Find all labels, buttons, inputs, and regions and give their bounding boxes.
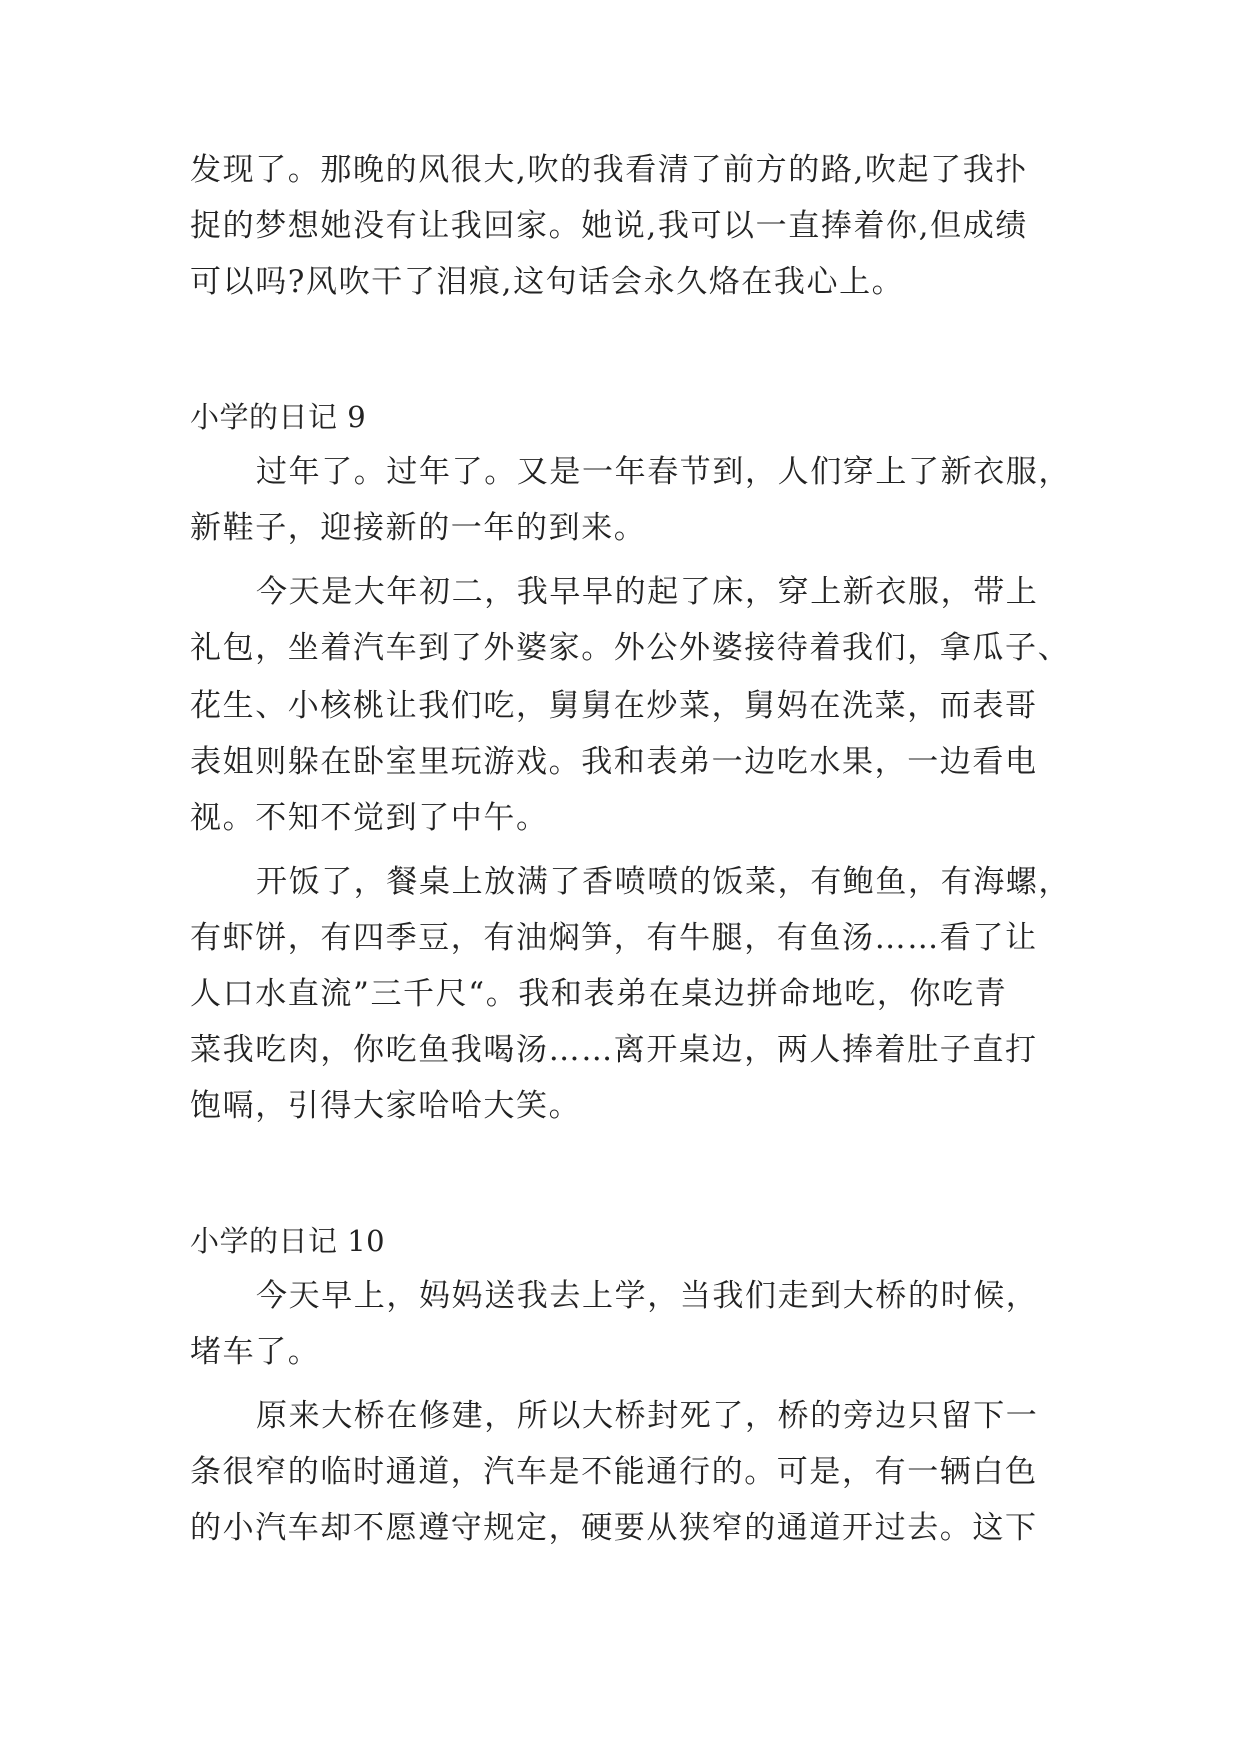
- body-line: 的小汽车却不愿遵守规定，硬要从狭窄的通道开过去。这下: [190, 1510, 1038, 1546]
- body-line: 新鞋子，迎接新的一年的到来。: [190, 510, 647, 546]
- entry-title: 小学的日记 10: [190, 1224, 386, 1258]
- body-line: 堵车了。: [190, 1334, 321, 1370]
- body-line: 饱嗝，引得大家哈哈大笑。: [190, 1088, 582, 1124]
- body-line: 开饭了，餐桌上放满了香喷喷的饭菜，有鲍鱼，有海螺，: [256, 864, 1071, 900]
- body-line: 可以吗?风吹干了泪痕,这句话会永久烙在我心上。: [190, 264, 905, 300]
- body-line: 花生、小核桃让我们吃，舅舅在炒菜，舅妈在洗菜，而表哥: [190, 688, 1038, 724]
- body-line: 视。不知不觉到了中午。: [190, 800, 549, 836]
- body-line: 今天早上，妈妈送我去上学，当我们走到大桥的时候，: [256, 1278, 1039, 1314]
- body-line: 人口水直流”三千尺“。我和表弟在桌边拼命地吃，你吃青: [190, 976, 1008, 1012]
- body-line: 过年了。过年了。又是一年春节到，人们穿上了新衣服，: [256, 454, 1071, 490]
- body-line: 有虾饼，有四季豆，有油焖笋，有牛腿，有鱼汤……看了让: [190, 920, 1038, 956]
- body-line: 捉的梦想她没有让我回家。她说,我可以一直捧着你,但成绩: [190, 208, 1028, 244]
- body-line: 发现了。那晚的风很大,吹的我看清了前方的路,吹起了我扑: [190, 152, 1028, 188]
- body-line: 今天是大年初二，我早早的起了床，穿上新衣服，带上: [256, 574, 1039, 610]
- body-line: 表姐则躲在卧室里玩游戏。我和表弟一边吃水果，一边看电: [190, 744, 1038, 780]
- entry-title: 小学的日记 9: [190, 400, 367, 434]
- body-line: 菜我吃肉，你吃鱼我喝汤……离开桌边，两人捧着肚子直打: [190, 1032, 1038, 1068]
- body-line: 原来大桥在修建，所以大桥封死了，桥的旁边只留下一: [256, 1398, 1039, 1434]
- body-line: 条很窄的临时通道，汽车是不能通行的。可是，有一辆白色: [190, 1454, 1038, 1490]
- body-line: 礼包，坐着汽车到了外婆家。外公外婆接待着我们，拿瓜子、: [190, 630, 1071, 666]
